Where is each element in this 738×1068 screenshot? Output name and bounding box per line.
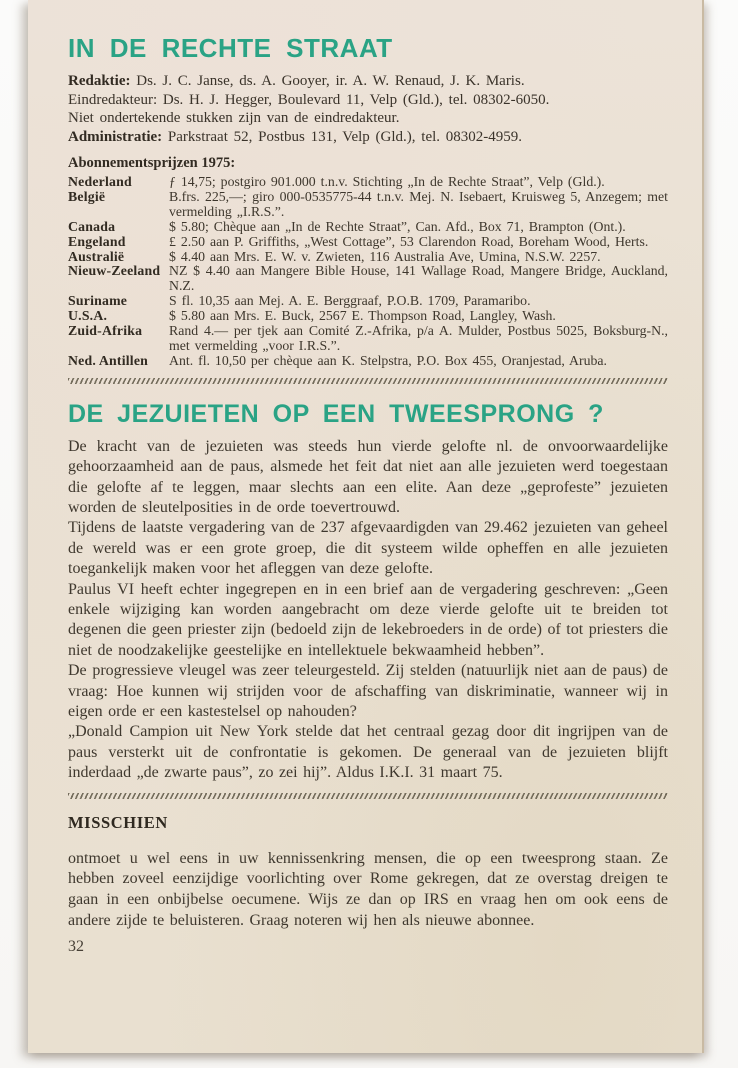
country-label: België [68,188,106,204]
country-label: Nederland [68,174,132,189]
masthead-line [68,91,668,110]
country-label: Canada [68,218,116,234]
page-number: 32 [68,937,84,955]
subscription-row [68,250,668,265]
wavy-divider [68,378,668,384]
subscription-row [68,309,668,324]
article-paragraph: „Donald Campion uit New York stelde dat het centraal gezag door dit ingrijpen van de paus versterkt uit de confrontatie is gekomen. De generaal van de jezuieten blijft inderdaad „de zwarte paus”, zo zei hij”. Aldus I.K.I. 31 maart 75. [68,723,668,782]
masthead-line [68,128,668,147]
subscription-details: $ 4.40 aan Mrs. E. W. v. Zwieten, 116 Australia Ave, Umina, N.S.W. 2257. [169,248,601,264]
masthead-text: Ds. J. C. Janse, ds. A. Gooyer, ir. A. W. Renaud, J. K. Maris. [130,73,525,89]
masthead-text: Eindredakteur: Ds. H. J. Hegger, Boulevard 11, Velp (Gld.), tel. 08302-6050. [68,91,550,108]
magazine-page [28,0,704,1053]
country-label: Ned. Antillen [68,352,149,368]
country-label: Nieuw-Zeeland [68,263,161,279]
subscription-row [68,220,668,235]
masthead-label: Redaktie: [68,73,131,89]
subscription-details: Ant. fl. 10,50 per chèque aan K. Stelpstra, P.O. Box 455, Oranjestad, Aruba. [169,352,607,368]
country-label: Zuid-Afrika [68,323,143,339]
wavy-divider [68,793,668,799]
article-title: DE JEZUIETEN OP EEN TWEESPRONG ? [68,399,604,428]
subscription-heading: Abonnementsprijzen 1975: [68,155,236,171]
subscription-details: NZ $ 4.40 aan Mangere Bible House, 141 Wallage Road, Mangere Bridge, Auckland, N.Z. [169,263,668,294]
misschien-heading: MISSCHIEN [68,812,168,832]
subscription-row [68,190,668,220]
closing-paragraph: ontmoet u wel eens in uw kennissenkring mensen, die op een tweesprong staan. Ze hebben zoveel eenzijdige voorlichting over Rome gekregen, dat ze overstag dreigen te gaan in een onbijbelse oecumene. Wijs ze dan op IRS en vraag hen om ook eens de andere zijde te beluisteren. Graag noteren wij hen als nieuwe abonnee. [68,849,668,930]
subscription-details: £ 2.50 aan P. Griffiths, „West Cottage”, 53 Clarendon Road, Boreham Wood, Herts. [169,233,649,249]
subscription-details: ƒ 14,75; postgiro 901.000 t.n.v. Stichting „In de Rechte Straat”, Velp (Gld.). [169,174,605,189]
article-paragraph: De kracht van de jezuieten was steeds hun vierde gelofte nl. de onvoorwaardelijke gehoorzaamheid aan de paus, alsmede het feit dat niet aan alle jezuieten werd toegestaan die gelofte af te leggen, maar slechts aan een elite. Aan deze „geprofeste” jezuieten worden de sleutelposities in de orde toevertrouwd. [68,437,668,516]
subscription-table [68,175,668,369]
masthead-title: IN DE RECHTE STRAAT [68,33,393,63]
country-label: U.S.A. [68,308,108,324]
subscription-details: $ 5.80 aan Mrs. E. Buck, 2567 E. Thompson Road, Langley, Wash. [169,308,556,324]
masthead-line [68,109,668,128]
country-label: Engeland [68,233,126,249]
masthead-line [68,72,668,91]
subscription-row [68,264,668,294]
subscription-row [68,175,668,190]
subscription-details: S fl. 10,35 aan Mej. A. E. Berggraaf, P.O.B. 1709, Paramaribo. [169,293,531,309]
subscription-row [68,235,668,250]
masthead-label: Administratie: [68,128,163,145]
masthead-text: Niet ondertekende stukken zijn van de eindredakteur. [68,110,400,126]
article-paragraph: Paulus VI heeft echter ingegrepen en in een brief aan de vergadering geschreven: „Geen enkele wijziging kan worden aangebracht om deze vierde gelofte uit te breiden tot degenen die geen priester zijn (bedoeld zijn de lekebroeders in de orde) of tot priesters die niet de noodzakelijke geestelijke en intellektuele bekwaamheid hebben”. [68,580,668,659]
page-content [28,0,702,956]
masthead-text: Parkstraat 52, Postbus 131, Velp (Gld.), tel. 08302-4959. [162,128,523,145]
subscription-details: $ 5.80; Chèque aan „In de Rechte Straat”, Can. Afd., Box 71, Brampton (Ont.). [169,218,626,234]
subscription-row [68,324,668,354]
subscription-details: B.frs. 225,—; giro 000-0535775-44 t.n.v. Mej. N. Isebaert, Kruisweg 5, Anzegem; met vermelding „I.R.S.”. [169,188,668,219]
country-label: Australië [68,248,125,264]
subscription-details: Rand 4.— per tjek aan Comité Z.-Afrika, p/a A. Mulder, Postbus 5025, Boksburg-N., met vermelding „voor I.R.S.”. [169,323,668,353]
subscription-row [68,294,668,309]
article-paragraph: De progressieve vleugel was zeer teleurgesteld. Zij stelden (natuurlijk niet aan de paus) de vraag: Hoe kunnen wij strijden voor de afschaffing van diskriminatie, wanneer wij in eigen orde er een kastestelsel op nahouden? [68,662,668,721]
article-paragraph: Tijdens de laatste vergadering van de 237 afgevaardigden van 29.462 jezuieten van geheel de wereld was er een grote groep, die dit systeem wilde opheffen en alle jezuieten toegankelijk maken voor het afleggen van deze gelofte. [68,519,668,578]
masthead-info [68,72,668,146]
subscription-row [68,354,668,369]
country-label: Suriname [68,293,128,309]
article-body [68,437,668,784]
